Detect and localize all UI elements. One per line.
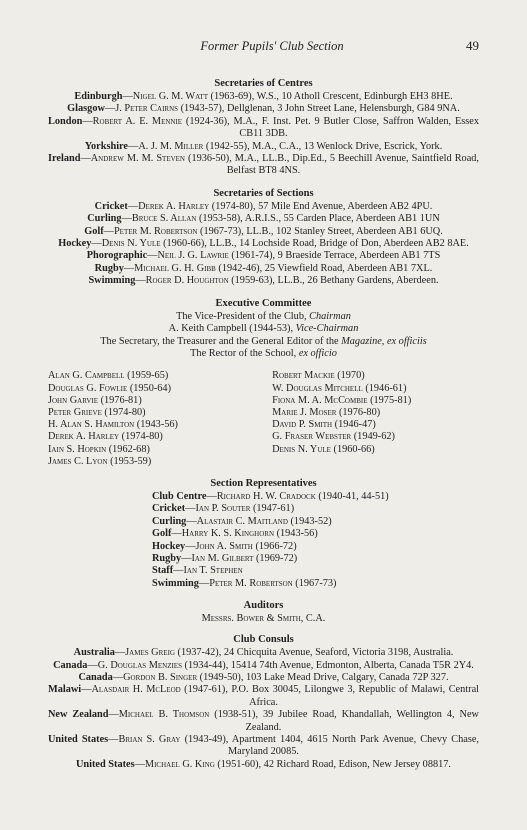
dash: — <box>181 552 192 564</box>
executive-member: Douglas G. Fowlie (1950-64) <box>48 382 172 394</box>
dash: — <box>185 503 196 515</box>
entry-place: New Zealand <box>48 709 109 721</box>
entry-place: Edinburgh <box>74 91 123 102</box>
entry-person: Michael G. H. Gibb <box>134 262 216 274</box>
executive-members-left <box>48 370 255 468</box>
entry-place: Rugby <box>94 262 124 274</box>
entry-place: Hockey <box>58 238 92 250</box>
entry-detail: (1967-73), LL.B., 102 Stanley Street, Aberdeen AB1 6UQ. <box>197 225 443 237</box>
auditors-heading: Auditors <box>243 600 284 612</box>
entry-detail: (1943-57), Dellglenan, 3 John Street Lane, Helensburgh, G84 9NA. <box>178 103 460 115</box>
entry <box>48 103 479 115</box>
dash: — <box>122 91 133 102</box>
entry-place: Cricket <box>94 200 128 212</box>
executive-officers <box>48 311 479 361</box>
entry-detail: (1940-41, 44-51) <box>315 490 389 502</box>
entry-detail: (1960-66), LL.B., 14 Lochside Road, Bridge of Don, Aberdeen AB2 8AE. <box>160 238 469 250</box>
entry <box>48 709 479 734</box>
dash: — <box>147 250 158 262</box>
entry <box>152 578 479 590</box>
entry-place: London <box>48 115 83 127</box>
executive-member: Derek A. Harley (1974-80) <box>48 431 163 443</box>
entry <box>48 660 479 672</box>
dash: — <box>80 153 91 165</box>
entry-detail: (1924-36), M.A., F. Inst. Pet. 9 Butler Close, Saffron Walden, Essex CB11 3DB. <box>182 115 479 140</box>
entry-detail: (1942-46), 25 Viewfield Road, Aberdeen AB1 7XL. <box>215 262 433 274</box>
officer-role: Vice-Chairman <box>295 323 359 335</box>
dash: — <box>104 103 116 115</box>
representatives-heading: Section Representatives <box>210 477 317 489</box>
executive-officer-line <box>48 336 479 348</box>
executive-member: Marie J. Moser (1976-80) <box>272 406 381 418</box>
entry-place: United States <box>48 734 109 746</box>
entry-person: Ian M. Gilbert <box>191 552 254 564</box>
entry <box>48 275 479 287</box>
entry-place: United States <box>75 758 135 770</box>
entry-place: Hockey <box>152 540 186 552</box>
executive-member: Alan G. Campbell (1959-65) <box>48 370 169 382</box>
entry <box>152 503 479 515</box>
entry <box>48 263 479 275</box>
entry-person: Andrew M. M. Steven <box>90 153 185 165</box>
entry-place: Curling <box>152 515 187 527</box>
entry-detail: (1936-50), M.A., LL.B., Dip.Ed., 5 Beechill Avenue, Saintfield Road, Belfast BT8 4NS. <box>185 153 480 177</box>
entry-person: Richard H. W. Cradock <box>216 490 316 502</box>
entry <box>48 201 479 213</box>
officer-role: Chairman <box>309 310 351 322</box>
entry-place: Glasgow <box>67 103 105 115</box>
executive-member: Robert Mackie (1970) <box>272 370 365 382</box>
executive-members <box>48 370 479 468</box>
entry-detail: (1943-52) <box>287 515 332 527</box>
executive-member: James C. Lyon (1953-59) <box>48 455 152 467</box>
dash: — <box>128 140 139 152</box>
entry-person: Neil J. G. Lawrie <box>157 250 229 262</box>
entry <box>48 684 479 709</box>
entry <box>152 553 479 565</box>
executive-officer-line <box>48 323 479 335</box>
entry-person: Alasdair H. McLeod <box>91 684 181 696</box>
dash: — <box>123 262 135 274</box>
entry <box>48 226 479 238</box>
officer-text: The Secretary, the Treasurer and the General Editor of the <box>100 335 342 347</box>
dash: — <box>91 238 102 250</box>
entry <box>48 116 479 141</box>
running-header <box>48 38 479 54</box>
entry <box>152 516 479 528</box>
centres-heading: Secretaries of Centres <box>214 78 313 89</box>
executive-member: Iain S. Hopkin (1962-68) <box>48 443 150 455</box>
dash: — <box>82 115 93 127</box>
entry-person: J. Peter Cairns <box>115 103 179 115</box>
entry-place: Ireland <box>48 153 81 165</box>
dash: — <box>186 515 197 527</box>
entry-place: Yorkshire <box>84 140 129 152</box>
dash: — <box>114 647 126 659</box>
entry-person: Robert A. E. Mennie <box>92 115 183 127</box>
sections-heading: Secretaries of Sections <box>213 187 314 199</box>
executive-officer-line <box>48 311 479 323</box>
dash: — <box>108 709 119 721</box>
entry-place: Staff <box>152 565 174 577</box>
entry-detail: (1943-49), Apartment 1404, 4615 North Park Avenue, Chevy Chase, Maryland 20085. <box>180 734 479 758</box>
dash: — <box>112 672 124 683</box>
entry <box>48 213 479 225</box>
executive-member: W. Douglas Mitchell (1946-61) <box>272 382 407 394</box>
entry-person: Ian P. Souter <box>195 503 251 515</box>
entry-place: Australia <box>73 647 115 659</box>
officer-text: The Vice-President of the Club, <box>176 310 310 322</box>
entry <box>48 734 479 759</box>
entry-person: Michael B. Thomson <box>118 709 210 721</box>
sections-list <box>48 201 479 288</box>
executive-member: Denis N. Yule (1960-66) <box>272 443 375 455</box>
entry <box>48 250 479 262</box>
officer-role: ex officio <box>298 347 337 359</box>
dash: — <box>185 540 196 552</box>
entry-person: Roger D. Houghton <box>145 275 229 287</box>
entry-place: Canada <box>78 672 113 683</box>
entry-person: A. J. M. Miller <box>138 140 204 152</box>
entry-place: Canada <box>53 659 88 671</box>
dash: — <box>198 577 210 589</box>
dash: — <box>81 684 92 696</box>
entry-detail: (1937-42), 24 Chicquita Avenue, Seaford, Victoria 3198, Australia. <box>174 647 454 659</box>
entry-person: John A. Smith <box>195 540 253 552</box>
executive-member: H. Alan S. Hamilton (1943-56) <box>48 419 178 431</box>
entry-person: G. Douglas Menzies <box>97 659 182 671</box>
entry-person: Nigel G. M. Watt <box>132 91 208 102</box>
dash: — <box>134 758 145 770</box>
entry-place: Swimming <box>88 275 136 287</box>
entry <box>48 238 479 250</box>
officer-role: Magazine, ex officiis <box>341 335 427 347</box>
entry-detail: (1966-72) <box>252 540 297 552</box>
entry-person: Derek A. Harley <box>138 200 210 212</box>
entry <box>48 759 479 771</box>
entry-place: Rugby <box>152 552 182 564</box>
officer-text: The Rector of the School, <box>190 347 299 359</box>
dash: — <box>87 659 98 671</box>
entry <box>48 141 479 153</box>
entry-detail: (1934-44), 15414 74th Avenue, Edmonton, Alberta, Canada T5R 2Y4. <box>181 659 474 671</box>
entry <box>152 565 479 577</box>
entry-person: Peter M. Robertson <box>113 225 198 237</box>
entry <box>152 491 479 503</box>
entry-person: Alastair C. Maitland <box>196 515 288 527</box>
entry-detail: (1974-80), 57 Mile End Avenue, Aberdeen AB2 4PU. <box>209 200 433 212</box>
entry-detail: (1943-56) <box>274 528 318 540</box>
entry-person: Ian T. Stephen <box>183 565 243 577</box>
entry <box>152 528 479 540</box>
executive-heading: Executive Committee <box>215 297 312 309</box>
executive-member: Fiona M. A. McCombie (1975-81) <box>272 394 412 406</box>
executive-members-right <box>272 370 479 468</box>
entry-detail: (1959-63), LL.B., 26 Bethany Gardens, Aberdeen. <box>228 275 439 287</box>
entry-detail: (1963-69), W.S., 10 Atholl Crescent, Edinburgh EH3 8HE. <box>207 91 453 102</box>
entry-detail: (1969-72) <box>253 552 298 564</box>
dash: — <box>135 275 146 287</box>
entry <box>48 153 479 178</box>
page-number: 49 <box>466 38 479 53</box>
entry-detail: (1951-60), 42 Richard Road, Edison, New Jersey 08817. <box>214 758 451 770</box>
entry <box>48 647 479 659</box>
dash: — <box>171 528 182 540</box>
entry-place: Phorographic <box>86 250 148 262</box>
entry-place: Malawi <box>48 684 82 696</box>
dash: — <box>108 734 119 746</box>
entry-detail: (1961-74), 9 Braeside Terrace, Aberdeen AB1 7TS <box>228 250 441 262</box>
entry-detail: (1949-50), 103 Lake Mead Drive, Calgary, Canada 72P 327. <box>197 672 449 683</box>
entry-place: Curling <box>87 213 122 225</box>
entry-place: Cricket <box>152 503 186 515</box>
auditors-text: Messrs. Bower & Smith, C.A. <box>201 613 326 625</box>
entry-detail: (1947-61), P.O. Box 30045, Lilongwe 3, Republic of Malawi, Central Africa. <box>180 684 480 708</box>
representatives-list <box>48 491 479 590</box>
entry-person: Peter M. Robertson <box>209 577 293 589</box>
entry-place: Golf <box>152 528 172 540</box>
entry-person: Denis N. Yule <box>101 238 161 250</box>
entry-person: Gordon B. Singer <box>123 672 198 683</box>
executive-member: David P. Smith (1946-47) <box>272 419 376 431</box>
entry-place: Swimming <box>152 577 199 589</box>
dash: — <box>127 200 139 212</box>
dash: — <box>206 490 217 502</box>
entry <box>152 541 479 553</box>
entry-place: Club Centre <box>152 490 207 502</box>
executive-member: John Garvie (1976-81) <box>48 394 142 406</box>
executive-member: G. Fraser Webster (1949-62) <box>272 431 395 443</box>
entry-detail: (1947-61) <box>250 503 295 515</box>
dash: — <box>173 565 184 577</box>
running-title: Former Pupils' Club Section <box>200 39 344 53</box>
entry-detail: (1967-73) <box>292 577 337 589</box>
entry-person: Brian S. Gray <box>118 734 181 746</box>
entry-person: Michael G. King <box>144 758 215 770</box>
entry-person: Bruce S. Allan <box>131 213 197 225</box>
executive-officer-line <box>48 348 479 360</box>
entry-detail: (1938-51), 39 Jubilee Road, Khandallah, Wellington 4, New Zealand. <box>209 709 479 733</box>
executive-member: Peter Grieve (1974-80) <box>48 406 146 418</box>
entry <box>48 91 479 103</box>
officer-text: A. Keith Campbell (1944-53), <box>168 323 296 335</box>
entry-detail: (1942-55), M.A., C.A., 13 Wenlock Drive, Escrick, York. <box>203 140 443 152</box>
dash: — <box>121 213 132 225</box>
entry <box>48 672 479 684</box>
entry-person: James Greig <box>125 647 175 659</box>
centres-list <box>48 91 479 178</box>
dash: — <box>103 225 114 237</box>
consuls-list <box>48 647 479 771</box>
entry-place: Golf <box>84 225 104 237</box>
entry-person: Harry K. S. Kinghorn <box>181 528 274 540</box>
consuls-heading: Club Consuls <box>233 634 294 646</box>
entry-detail: (1953-58), A.R.I.S., 55 Carden Place, Aberdeen AB1 1UN <box>196 213 440 225</box>
